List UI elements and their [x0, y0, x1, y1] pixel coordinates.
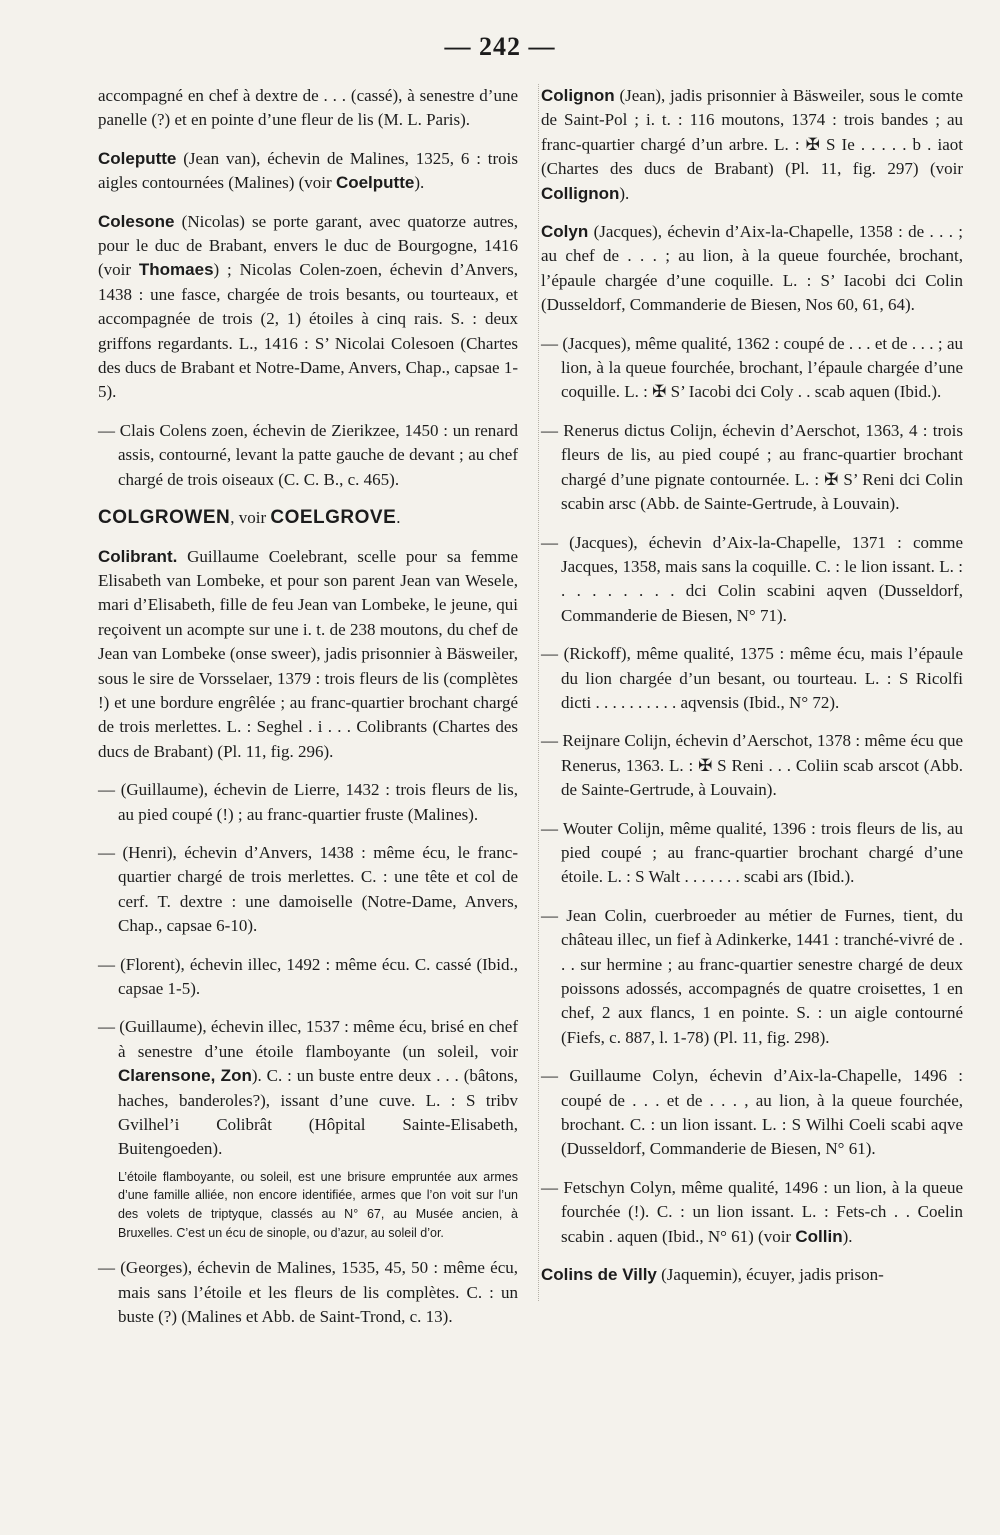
entry-text: ). C. : un buste entre deux . . . (bâtons, haches, banderoles?), issant d’une cuve. L. : S tribv Gvilhel’i Colibrât (Hôpital Sainte-Elisabeth, Buitengoeden). — [118, 1066, 518, 1159]
entry-heading: Colins de Villy — [541, 1265, 657, 1285]
sub-entry: — (Jacques), échevin d’Aix-la-Chapelle, 1371 : comme Jacques, 1358, mais sans la coquille. C. : le lion issant. L. : . . . . . . . . dci Colin scabini aqven (Dusseldorf, Commanderie de Biesen, N° 71). — [541, 532, 963, 625]
entry-heading: COLGROWEN — [98, 507, 231, 529]
sub-entry: — (Jacques), même qualité, 1362 : coupé de . . . et de . . . ; au lion, à la queue fourchée, brochant, l’épaule chargée d’une coquille. L. : ✠ S’ Iacobi dci Coly . . scab aquen (Ibid.). — [541, 333, 963, 402]
entry-text: (Jean), jadis prisonnier à Bäsweiler, sous le comte de Saint-Pol ; i. t. : 116 moutons, 1374 : trois bandes ; au franc-quartier chargé d’un arbre. L. : ✠ S Ie . . . . . b . iaot (Chartes des ducs de Brabant) (Pl. 11, fig. 297) (voir — [541, 86, 963, 179]
sub-entry: — Jean Colin, cuerbroeder au métier de Furnes, tient, du château illec, un fief à Adinkerke, 1441 : tranché-vivré de . . . sur hermine ; au franc-quartier senestre chargé de deux poissons adossés, accompagnés de quatre croisettes, 1 en chef, 2 aux flancs, 1 en pointe. S. : un aigle contourné (Fiefs, c. 887, l. 1-78) (Pl. 11, fig. 298). — [541, 905, 963, 1047]
entry-text: , voir — [230, 508, 271, 528]
entry-coleputte — [98, 147, 518, 196]
entry-text: Guillaume Coelebrant, scelle pour sa femme Elisabeth van Lombeke, et pour son parent Jean van Wesele, mari d’Elisabeth, fille de feu Jean van Lombeke, le jeune, qui reçoivent un acompte sur une i. t. de 238 moutons, du chef de Jean van Lombeke (onse sweer), jadis prisonnier à Bäsweiler, sous le sire de Vorsselaer, 1379 : trois fleurs de lis (complètes !) et une bordure engrêlée ; au franc-quartier brochant chargé de trois merlettes. L. : Seghel . i . . . Colibrants (Chartes des ducs de Brabant) (Pl. 11, fig. 296). — [98, 546, 518, 761]
sub-entry: — Reijnare Colijn, échevin d’Aerschot, 1378 : même écu que Renerus, 1363. L. : ✠ S Reni . . . Coliin scab arscot (Abb. de Sainte-Gertrude, à Louvain). — [541, 731, 963, 800]
entry-colins-de-villy — [541, 1263, 963, 1287]
entry-colibrant — [98, 545, 518, 765]
footnote: L’étoile flamboyante, ou soleil, est une brisure empruntée aux armes d’une famille alliée, non encore identifiée, armes que l’on voit sur l’un des volets de triptyque, classés au N° 67, au Musée ancien, à Bruxelles. C’est un écu de sinople, ou d’azur, au soleil d’or. — [118, 1169, 518, 1240]
entry-colesone — [98, 210, 518, 405]
sub-entry — [98, 1015, 518, 1161]
entry-colignon — [541, 84, 963, 206]
cross-reference: Collin — [795, 1226, 843, 1246]
entry-text: ). — [619, 183, 630, 203]
entry-text: (Nicolas) se porte garant, avec quatorze autres, pour le duc de Brabant, envers le duc de Bourgogne, 1416 (voir — [98, 211, 518, 280]
right-column — [538, 84, 963, 1301]
entry-text: ). — [414, 173, 425, 193]
sub-entry: — Guillaume Colyn, échevin d’Aix-la-Chapelle, 1496 : coupé de . . . et de . . . , au lion, à la queue fourchée, brochant. C. : un lion issant. L. : S Wilhi Coeli scabi aqve (Dusseldorf, Commanderie de Biesen, N° 61). — [541, 1066, 963, 1159]
entry-text: . — [396, 508, 401, 528]
entry-colyn — [541, 220, 963, 318]
entry-text: — Fetschyn Colyn, même qualité, 1496 : un lion, à la queue fourchée (!). C. : un lion issant. L. : Fets-ch . . Coelin scabin . aquen (Ibid., N° 61) (voir — [541, 1177, 963, 1246]
entry-heading: Colibrant. — [98, 546, 178, 566]
entry-text: — (Guillaume), échevin illec, 1537 : même écu, brisé en chef à senestre d’une étoile flamboyante (un soleil, voir — [98, 1017, 518, 1061]
entry-text: (Jaquemin), écuyer, jadis prison- — [656, 1265, 884, 1285]
cross-reference: Clarensone, Zon — [118, 1066, 252, 1086]
entry-text: (Jacques), échevin d’Aix-la-Chapelle, 1358 : de . . . ; au chef de . . . ; au lion, à la queue fourchée, brochant, l’épaule chargée d’une coquille. L. : S’ Iacobi dci Colin (Dusseldorf, Commanderie de Biesen, Nos 60, 61, 64). — [541, 222, 963, 315]
entry-heading: Coleputte — [98, 148, 177, 168]
sub-entry: — (Henri), échevin d’Anvers, 1438 : même écu, le franc-quartier chargé de trois merlettes. C. : une tête et col de cerf. T. dextre : une damoiselle (Notre-Dame, Anvers, Chap., capsae 6-10). — [98, 842, 518, 936]
cross-reference: Coelputte — [335, 173, 415, 193]
page-number: — 242 — — [444, 32, 556, 61]
sub-entry: — (Florent), échevin illec, 1492 : même écu. C. cassé (Ibid., capsae 1-5). — [98, 954, 518, 998]
sub-entry: — Renerus dictus Colijn, échevin d’Aerschot, 1363, 4 : trois fleurs de lis, au pied coupé ; au franc-quartier brochant chargé d’une pignate contournée. L. : ✠ S’ Reni dci Colin scabin arsc (Abb. de Sainte-Gertrude, à Louvain). — [541, 420, 963, 514]
sub-entry: — (Rickoff), même qualité, 1375 : même écu, mais l’épaule du lion chargée d’un besant, ou tourteau. L. : S Ricolfi dicti . . . . . . . . . . aqvensis (Ibid., N° 72). — [541, 644, 963, 712]
sub-entry: — Wouter Colijn, même qualité, 1396 : trois fleurs de lis, au pied coupé ; au franc-quartier brochant chargé d’une étoile. L. : S Walt . . . . . . . scabi ars (Ibid.). — [541, 818, 963, 887]
entry-text: ) ; Nicolas Colen-zoen, échevin d’Anvers, 1438 : une fasce, chargée de trois besants, ou tourteaux, et accompagnée de trois (2, 1) étoiles à cinq rais. S. : deux griffons regardants. L., 1416 : S’ Nicolai Colesoen (Chartes des ducs de Brabant et Notre-Dame, Anvers, Chap., capsae 1-5). — [98, 260, 519, 402]
sub-entry: — (Guillaume), échevin de Lierre, 1432 : trois fleurs de lis, au pied coupé (!) ; au franc-quartier fruste (Malines). — [98, 780, 518, 824]
cross-reference: Collignon — [541, 183, 620, 203]
entry-heading: Colesone — [98, 211, 175, 231]
left-column — [98, 84, 518, 1343]
sub-entry: — (Georges), échevin de Malines, 1535, 45, 50 : même écu, mais sans l’étoile et les fleurs de lis complètes. C. : un buste (?) (Malines et Abb. de Saint-Trond, c. 13). — [98, 1258, 518, 1327]
entry-continuation: accompagné en chef à dextre de . . . (cassé), à senestre d’une panelle (?) et en pointe d’une fleur de lis (M. L. Paris). — [98, 86, 518, 130]
cross-reference: Thomaes — [138, 260, 214, 280]
entry-colgrowen — [98, 506, 518, 530]
entry-heading: Colyn — [541, 222, 589, 242]
cross-reference: COELGROVE — [270, 507, 397, 529]
entry-heading: Colignon — [541, 86, 615, 105]
sub-entry: — Clais Colens zoen, échevin de Zierikzee, 1450 : un renard assis, contourné, levant la patte gauche de devant ; au chef chargé de trois oiseaux (C. C. B., c. 465). — [98, 420, 518, 489]
entry-text: ). — [842, 1226, 853, 1246]
entry-text: (Jean van), échevin de Malines, 1325, 6 : trois aigles contournées (Malines) (voir — [98, 148, 518, 193]
sub-entry — [541, 1176, 963, 1249]
